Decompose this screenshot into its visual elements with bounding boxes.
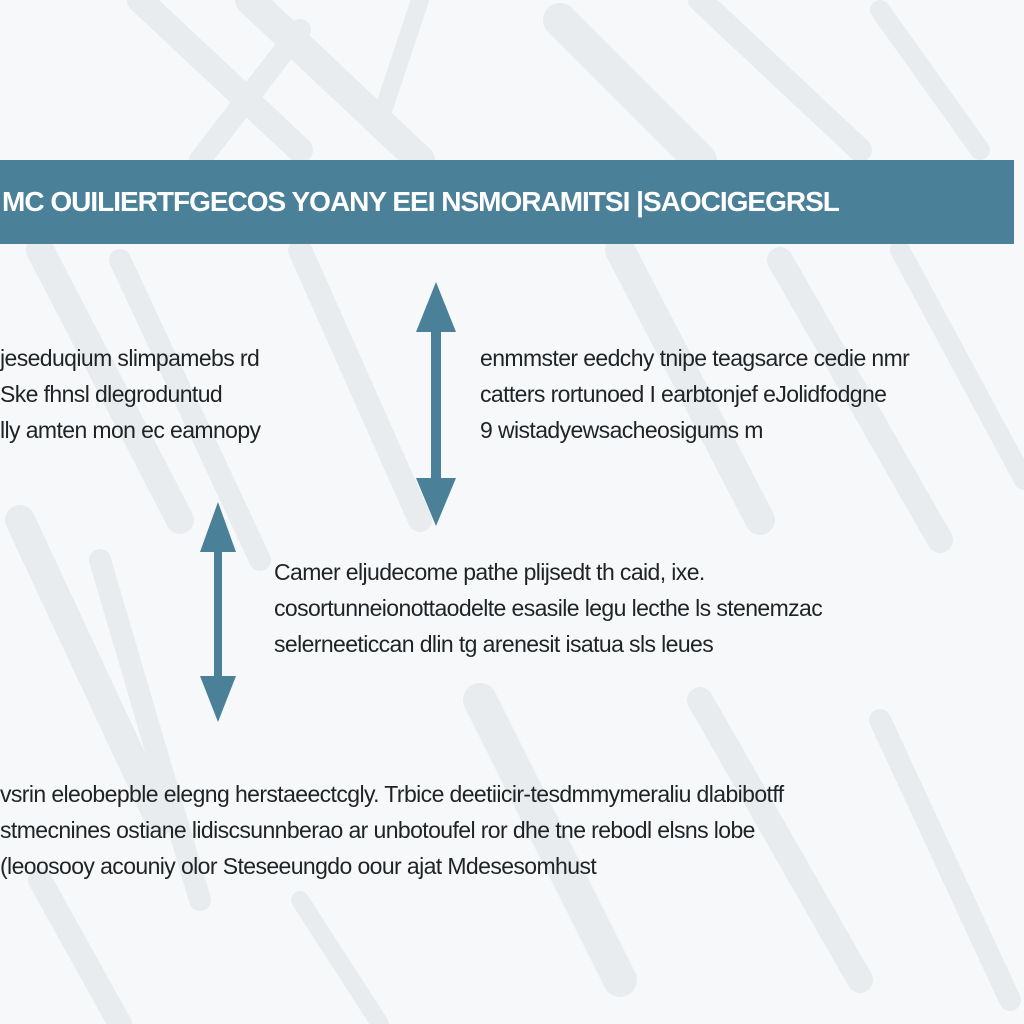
text-line: 9 wistadyewsacheosigums m [480, 417, 763, 443]
middle-text-block [274, 554, 1024, 662]
bottom-text-block [0, 776, 1024, 884]
text-line: catters rortunoed I earbtonjef eJolidfodgne [480, 381, 887, 407]
left-text-block [0, 340, 380, 448]
text-line: selerneeticcan dlin tg arenesit isatua sls leues [274, 631, 714, 657]
text-line: Camer eljudecome pathe plijsedt th caid, ixe. [274, 559, 705, 585]
text-line: cosortunneionottaodelte esasile legu lecthe ls stenemzac [274, 595, 823, 621]
text-line: jeseduqium slimpamebs rd [0, 345, 260, 371]
text-line: lly amten mon ec eamnopy [0, 417, 261, 443]
text-line: (leoosooy acouniy olor Steseeungdo oour ajat Mdesesomhust [0, 853, 597, 879]
text-line: vsrin eleobepble elegng herstaeectcgly. Trbice deetiicir-tesdmmymeraliu dlabibotff [0, 781, 784, 807]
up-down-arrow-icon [412, 282, 460, 528]
banner-title: MC OUILIERTFGECOS YOANY EEI NSMORAMITSI |SAOCIGEGRSL [2, 186, 839, 217]
text-line: Ske fhnsl dlegroduntud [0, 381, 223, 407]
text-line: enmmster eedchy tnipe teagsarce cedie nmr [480, 345, 910, 371]
right-text-block [480, 340, 1024, 448]
up-down-arrow-icon [194, 502, 242, 724]
text-line: stmecnines ostiane lidiscsunnberao ar unbotoufel ror dhe tne rebodl elsns lobe [0, 817, 755, 843]
title-banner [0, 160, 1014, 244]
